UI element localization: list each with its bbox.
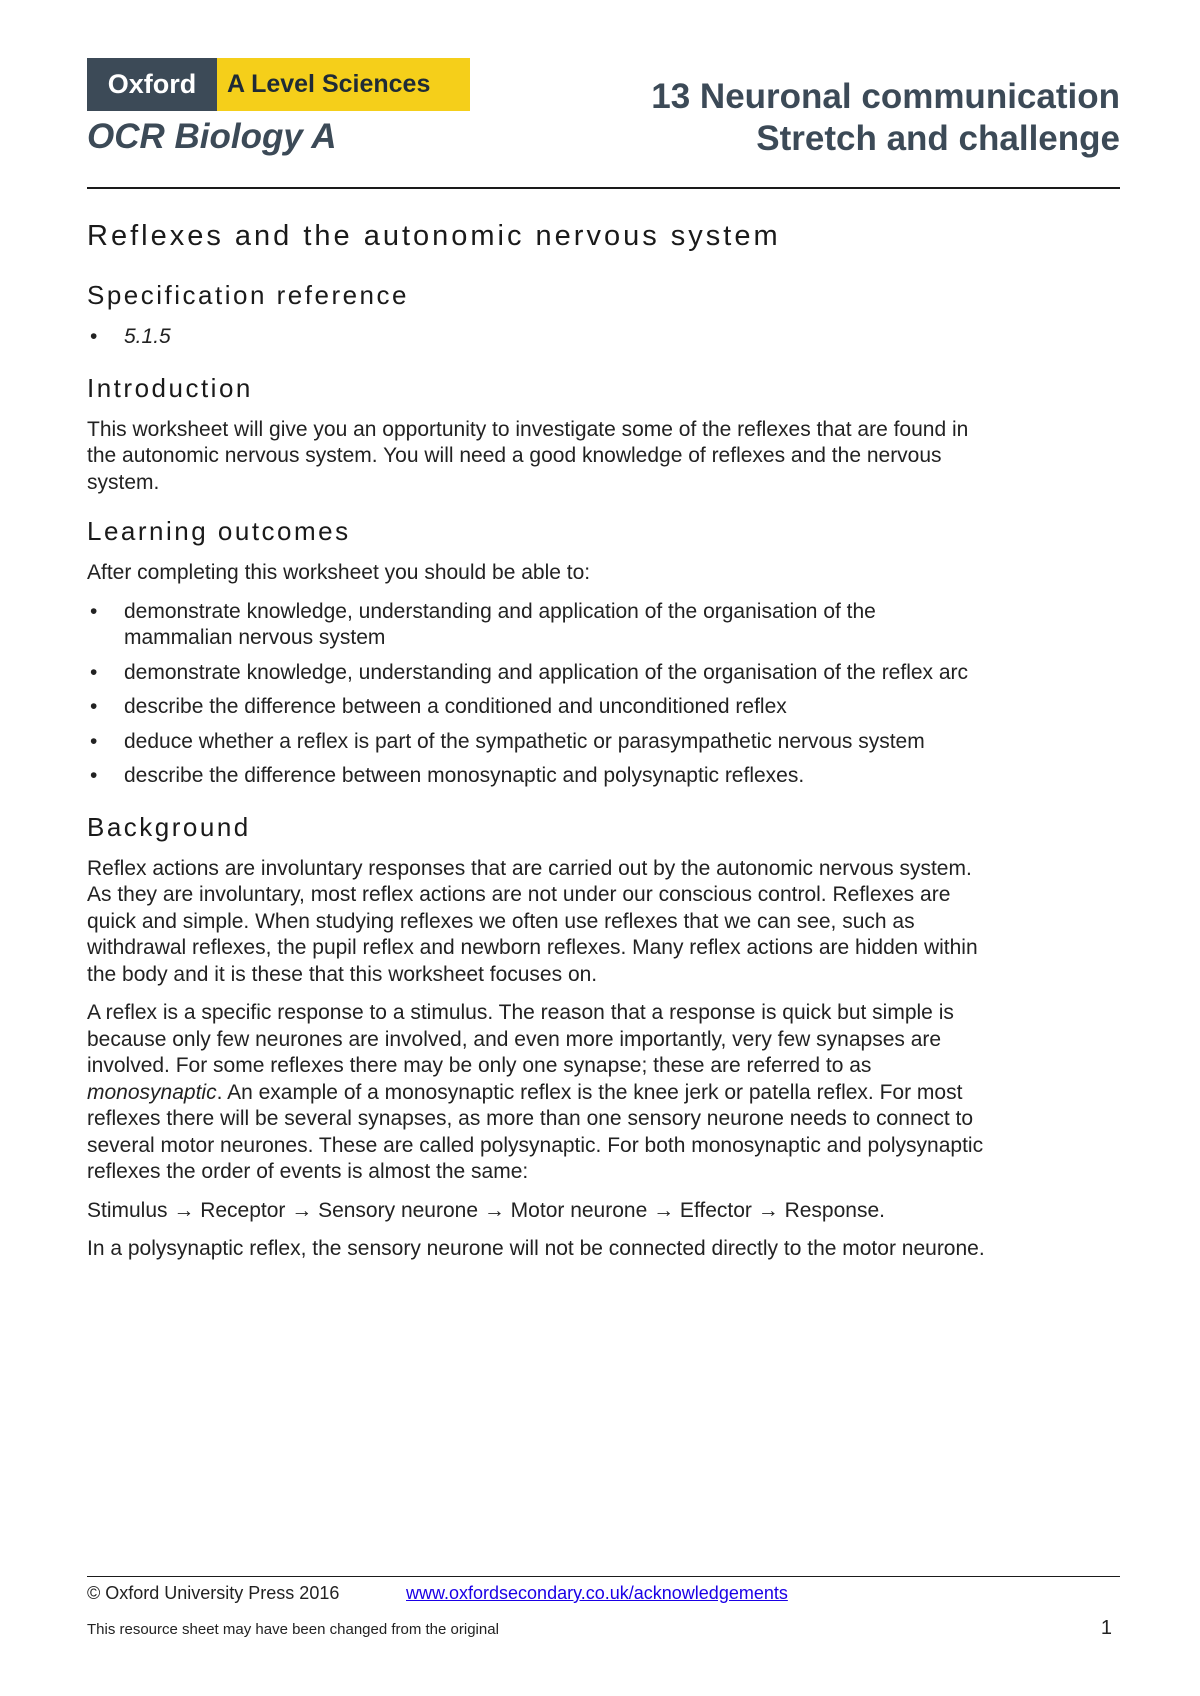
spec-item: [87, 324, 987, 351]
monosynaptic-term: monosynaptic: [87, 1080, 217, 1104]
oxford-logo: [87, 58, 470, 111]
background-section: [87, 810, 987, 1263]
spec-section: [87, 278, 987, 351]
course-title: OCR Biology A: [87, 117, 337, 156]
outcome-item: [87, 599, 987, 652]
bullet-icon: •: [90, 599, 98, 623]
spec-list: [87, 324, 987, 351]
chapter-title: [651, 76, 1120, 160]
background-p2-start: A reflex is a specific response to a stimulus. The reason that a response is quick but simple is because only few neurones are involved, and even more importantly, very few synapses are involved. For some reflexes there may be only one synapse; these are referred to as: [87, 1001, 954, 1077]
logo-oxford-text: Oxford: [87, 58, 217, 111]
outcome-text: deduce whether a reflex is part of the sympathetic or parasympathetic nervous system: [124, 729, 925, 753]
outcome-item: [87, 660, 987, 687]
background-paragraph-3: In a polysynaptic reflex, the sensory neurone will not be connected directly to the motor neurone.: [87, 1237, 985, 1260]
outcome-item: [87, 763, 987, 790]
outcome-text: demonstrate knowledge, understanding and application of the organisation of the reflex arc: [124, 660, 969, 684]
outcomes-section: [87, 514, 987, 790]
acknowledgements-link[interactable]: www.oxfordsecondary.co.uk/acknowledgements: [406, 1583, 788, 1603]
logo-sciences-text: A Level Sciences: [217, 58, 470, 111]
background-p2-end: . An example of a monosynaptic reflex is the knee jerk or patella reflex. For most reflexes there will be several synapses, as more than one sensory neurone needs to connect to several motor neurones. These are called polysynaptic. For both monosynaptic and polysynaptic reflexes the order of events is almost the same:: [87, 1080, 984, 1183]
page-number: 1: [1100, 1617, 1112, 1639]
intro-heading: Introduction: [87, 372, 253, 403]
spec-heading: Specification reference: [87, 280, 409, 310]
chapter-line-2: Stretch and challenge: [756, 119, 1120, 158]
outcomes-heading: Learning outcomes: [87, 516, 351, 546]
header-divider: [87, 187, 1120, 189]
outcome-text: demonstrate knowledge, understanding and application of the organisation of the mammalian nervous system: [124, 599, 876, 649]
footer-divider: [87, 1576, 1120, 1577]
background-paragraph-1: Reflex actions are involuntary responses that are carried out by the autonomic nervous system. As they are involuntary, most reflex actions are not under our conscious control. Reflexes are quick and simple. When studying reflexes we often use reflexes that we can see, such as withdrawal reflexes, the pupil reflex and newborn reflexes. Many reflex actions are hidden within the body and it is these that this worksheet focuses on.: [87, 856, 978, 986]
bullet-icon: •: [90, 764, 98, 787]
outcomes-lead: After completing this worksheet you should be able to:: [87, 561, 591, 584]
bullet-icon: •: [90, 695, 98, 718]
bullet-icon: •: [90, 660, 98, 684]
outcome-item: [87, 694, 987, 721]
copyright-text: © Oxford University Press 2016: [87, 1583, 340, 1603]
resource-note: This resource sheet may have been changed from the original: [87, 1621, 499, 1638]
page-title: Reflexes and the autonomic nervous system: [87, 220, 781, 252]
background-heading: Background: [87, 811, 251, 842]
outcome-item: [87, 729, 987, 756]
bullet-icon: •: [90, 729, 98, 753]
chapter-line-1: 13 Neuronal communication: [651, 77, 1120, 116]
worksheet-content: [87, 214, 987, 1281]
outcome-text: describe the difference between a conditioned and unconditioned reflex: [124, 695, 787, 718]
outcomes-list: [87, 599, 987, 790]
bullet-icon: •: [90, 325, 98, 348]
background-paragraph-2: [87, 1000, 987, 1186]
spec-item-text: 5.1.5: [124, 325, 171, 348]
reflex-flow-sequence: Stimulus → Receptor → Sensory neurone → Motor neurone → Effector → Response.: [87, 1198, 885, 1222]
intro-text: This worksheet will give you an opportunity to investigate some of the reflexes that are found in the autonomic nervous system. You will need a good knowledge of reflexes and the nervous system.: [87, 417, 969, 494]
outcome-text: describe the difference between monosynaptic and polysynaptic reflexes.: [124, 764, 805, 787]
intro-section: [87, 371, 987, 497]
